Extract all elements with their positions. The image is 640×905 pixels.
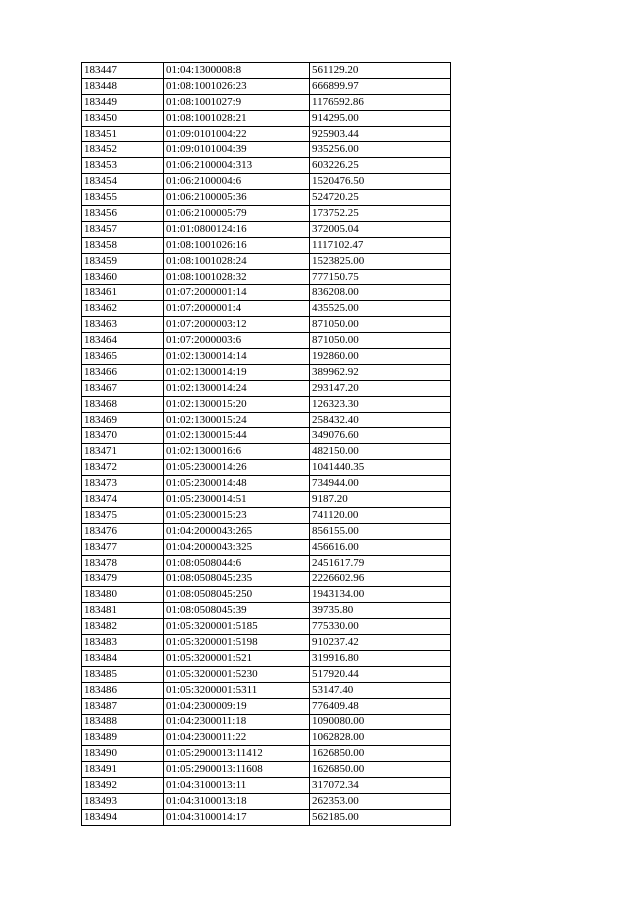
value-cell: 517920.44 [310, 666, 451, 682]
value-cell: 126323.30 [310, 396, 451, 412]
table-row [82, 635, 451, 651]
table-row [82, 349, 451, 365]
row-id-cell: 183469 [82, 412, 164, 428]
value-cell: 317072.34 [310, 778, 451, 794]
cadastral-number-cell: 01:05:3200001:5185 [164, 619, 310, 635]
value-cell: 173752.25 [310, 206, 451, 222]
value-cell: 192860.00 [310, 349, 451, 365]
row-id-cell: 183478 [82, 555, 164, 571]
table-row [82, 746, 451, 762]
table-row [82, 158, 451, 174]
table-row [82, 698, 451, 714]
table-row [82, 603, 451, 619]
table-row [82, 730, 451, 746]
table-row [82, 587, 451, 603]
table-row [82, 237, 451, 253]
row-id-cell: 183490 [82, 746, 164, 762]
value-cell: 603226.25 [310, 158, 451, 174]
cadastral-number-cell: 01:06:2100004:6 [164, 174, 310, 190]
value-cell: 666899.97 [310, 78, 451, 94]
row-id-cell: 183481 [82, 603, 164, 619]
cadastral-number-cell: 01:05:2300014:26 [164, 460, 310, 476]
value-cell: 871050.00 [310, 317, 451, 333]
row-id-cell: 183477 [82, 539, 164, 555]
cadastral-number-cell: 01:01:0800124:16 [164, 221, 310, 237]
row-id-cell: 183455 [82, 190, 164, 206]
cadastral-number-cell: 01:05:3200001:5311 [164, 682, 310, 698]
cadastral-number-cell: 01:02:1300015:24 [164, 412, 310, 428]
value-cell: 935256.00 [310, 142, 451, 158]
table-row [82, 190, 451, 206]
data-table [81, 62, 451, 826]
cadastral-number-cell: 01:05:3200001:521 [164, 650, 310, 666]
cadastral-number-cell: 01:06:2100005:36 [164, 190, 310, 206]
value-cell: 2451617.79 [310, 555, 451, 571]
document-page [81, 62, 450, 826]
row-id-cell: 183483 [82, 635, 164, 651]
value-cell: 2226602.96 [310, 571, 451, 587]
row-id-cell: 183466 [82, 364, 164, 380]
table-row [82, 253, 451, 269]
row-id-cell: 183476 [82, 523, 164, 539]
value-cell: 524720.25 [310, 190, 451, 206]
table-row [82, 666, 451, 682]
value-cell: 775330.00 [310, 619, 451, 635]
value-cell: 1626850.00 [310, 746, 451, 762]
row-id-cell: 183489 [82, 730, 164, 746]
table-row [82, 444, 451, 460]
table-row [82, 571, 451, 587]
row-id-cell: 183473 [82, 476, 164, 492]
table-row [82, 492, 451, 508]
cadastral-number-cell: 01:07:2000003:12 [164, 317, 310, 333]
cadastral-number-cell: 01:08:0508045:235 [164, 571, 310, 587]
value-cell: 389962.92 [310, 364, 451, 380]
cadastral-number-cell: 01:05:2900013:11608 [164, 762, 310, 778]
table-row [82, 762, 451, 778]
value-cell: 1943134.00 [310, 587, 451, 603]
cadastral-number-cell: 01:05:2900013:11412 [164, 746, 310, 762]
table-row [82, 809, 451, 825]
table-row [82, 174, 451, 190]
cadastral-number-cell: 01:05:2300015:23 [164, 507, 310, 523]
cadastral-number-cell: 01:04:3100013:18 [164, 793, 310, 809]
table-row [82, 285, 451, 301]
row-id-cell: 183486 [82, 682, 164, 698]
row-id-cell: 183448 [82, 78, 164, 94]
value-cell: 925903.44 [310, 126, 451, 142]
table-row [82, 63, 451, 79]
cadastral-number-cell: 01:08:1001028:32 [164, 269, 310, 285]
cadastral-number-cell: 01:07:2000003:6 [164, 333, 310, 349]
table-row [82, 555, 451, 571]
table-row [82, 778, 451, 794]
value-cell: 1062828.00 [310, 730, 451, 746]
cadastral-number-cell: 01:04:3100014:17 [164, 809, 310, 825]
cadastral-number-cell: 01:02:1300014:14 [164, 349, 310, 365]
cadastral-number-cell: 01:04:2000043:325 [164, 539, 310, 555]
row-id-cell: 183475 [82, 507, 164, 523]
value-cell: 734944.00 [310, 476, 451, 492]
cadastral-number-cell: 01:04:1300008:8 [164, 63, 310, 79]
cadastral-number-cell: 01:04:2300009:19 [164, 698, 310, 714]
table-row [82, 78, 451, 94]
value-cell: 1117102.47 [310, 237, 451, 253]
row-id-cell: 183463 [82, 317, 164, 333]
table-row [82, 793, 451, 809]
table-row [82, 269, 451, 285]
row-id-cell: 183451 [82, 126, 164, 142]
table-row [82, 714, 451, 730]
row-id-cell: 183457 [82, 221, 164, 237]
cadastral-number-cell: 01:08:0508045:39 [164, 603, 310, 619]
value-cell: 910237.42 [310, 635, 451, 651]
value-cell: 1090080.00 [310, 714, 451, 730]
table-row [82, 206, 451, 222]
cadastral-number-cell: 01:02:1300016:6 [164, 444, 310, 460]
cadastral-number-cell: 01:06:2100004:313 [164, 158, 310, 174]
row-id-cell: 183460 [82, 269, 164, 285]
row-id-cell: 183485 [82, 666, 164, 682]
table-row [82, 301, 451, 317]
row-id-cell: 183461 [82, 285, 164, 301]
row-id-cell: 183488 [82, 714, 164, 730]
value-cell: 1626850.00 [310, 762, 451, 778]
row-id-cell: 183484 [82, 650, 164, 666]
row-id-cell: 183474 [82, 492, 164, 508]
table-row [82, 523, 451, 539]
cadastral-number-cell: 01:08:1001027:9 [164, 94, 310, 110]
row-id-cell: 183467 [82, 380, 164, 396]
cadastral-number-cell: 01:08:0508044:6 [164, 555, 310, 571]
cadastral-number-cell: 01:06:2100005:79 [164, 206, 310, 222]
row-id-cell: 183465 [82, 349, 164, 365]
row-id-cell: 183456 [82, 206, 164, 222]
value-cell: 319916.80 [310, 650, 451, 666]
value-cell: 741120.00 [310, 507, 451, 523]
cadastral-number-cell: 01:02:1300014:19 [164, 364, 310, 380]
value-cell: 39735.80 [310, 603, 451, 619]
table-row [82, 142, 451, 158]
row-id-cell: 183470 [82, 428, 164, 444]
row-id-cell: 183471 [82, 444, 164, 460]
value-cell: 258432.40 [310, 412, 451, 428]
table-row [82, 619, 451, 635]
value-cell: 9187.20 [310, 492, 451, 508]
row-id-cell: 183447 [82, 63, 164, 79]
cadastral-number-cell: 01:05:2300014:48 [164, 476, 310, 492]
row-id-cell: 183464 [82, 333, 164, 349]
row-id-cell: 183487 [82, 698, 164, 714]
table-row [82, 412, 451, 428]
cadastral-number-cell: 01:04:2300011:18 [164, 714, 310, 730]
cadastral-number-cell: 01:08:0508045:250 [164, 587, 310, 603]
row-id-cell: 183458 [82, 237, 164, 253]
row-id-cell: 183482 [82, 619, 164, 635]
value-cell: 435525.00 [310, 301, 451, 317]
table-row [82, 460, 451, 476]
row-id-cell: 183480 [82, 587, 164, 603]
table-row [82, 333, 451, 349]
row-id-cell: 183452 [82, 142, 164, 158]
value-cell: 871050.00 [310, 333, 451, 349]
table-row [82, 221, 451, 237]
cadastral-number-cell: 01:09:0101004:39 [164, 142, 310, 158]
cadastral-number-cell: 01:04:2000043:265 [164, 523, 310, 539]
cadastral-number-cell: 01:04:3100013:11 [164, 778, 310, 794]
row-id-cell: 183472 [82, 460, 164, 476]
row-id-cell: 183493 [82, 793, 164, 809]
row-id-cell: 183491 [82, 762, 164, 778]
row-id-cell: 183459 [82, 253, 164, 269]
row-id-cell: 183453 [82, 158, 164, 174]
row-id-cell: 183494 [82, 809, 164, 825]
value-cell: 562185.00 [310, 809, 451, 825]
value-cell: 777150.75 [310, 269, 451, 285]
value-cell: 293147.20 [310, 380, 451, 396]
cadastral-number-cell: 01:08:1001026:16 [164, 237, 310, 253]
table-row [82, 110, 451, 126]
table-body [82, 63, 451, 826]
table-row [82, 507, 451, 523]
row-id-cell: 183450 [82, 110, 164, 126]
value-cell: 856155.00 [310, 523, 451, 539]
table-row [82, 317, 451, 333]
row-id-cell: 183468 [82, 396, 164, 412]
cadastral-number-cell: 01:04:2300011:22 [164, 730, 310, 746]
cadastral-number-cell: 01:02:1300015:20 [164, 396, 310, 412]
row-id-cell: 183454 [82, 174, 164, 190]
cadastral-number-cell: 01:09:0101004:22 [164, 126, 310, 142]
cadastral-number-cell: 01:07:2000001:4 [164, 301, 310, 317]
table-row [82, 396, 451, 412]
table-row [82, 380, 451, 396]
table-row [82, 94, 451, 110]
cadastral-number-cell: 01:05:3200001:5198 [164, 635, 310, 651]
cadastral-number-cell: 01:07:2000001:14 [164, 285, 310, 301]
table-row [82, 539, 451, 555]
value-cell: 1041440.35 [310, 460, 451, 476]
cadastral-number-cell: 01:02:1300015:44 [164, 428, 310, 444]
value-cell: 836208.00 [310, 285, 451, 301]
value-cell: 561129.20 [310, 63, 451, 79]
value-cell: 53147.40 [310, 682, 451, 698]
row-id-cell: 183449 [82, 94, 164, 110]
row-id-cell: 183492 [82, 778, 164, 794]
cadastral-number-cell: 01:05:3200001:5230 [164, 666, 310, 682]
value-cell: 1176592.86 [310, 94, 451, 110]
value-cell: 349076.60 [310, 428, 451, 444]
value-cell: 776409.48 [310, 698, 451, 714]
table-row [82, 650, 451, 666]
value-cell: 914295.00 [310, 110, 451, 126]
cadastral-number-cell: 01:08:1001026:23 [164, 78, 310, 94]
value-cell: 1520476.50 [310, 174, 451, 190]
cadastral-number-cell: 01:08:1001028:24 [164, 253, 310, 269]
value-cell: 482150.00 [310, 444, 451, 460]
table-row [82, 364, 451, 380]
value-cell: 262353.00 [310, 793, 451, 809]
table-row [82, 476, 451, 492]
table-row [82, 682, 451, 698]
cadastral-number-cell: 01:02:1300014:24 [164, 380, 310, 396]
cadastral-number-cell: 01:05:2300014:51 [164, 492, 310, 508]
value-cell: 372005.04 [310, 221, 451, 237]
cadastral-number-cell: 01:08:1001028:21 [164, 110, 310, 126]
table-row [82, 126, 451, 142]
row-id-cell: 183479 [82, 571, 164, 587]
table-row [82, 428, 451, 444]
value-cell: 456616.00 [310, 539, 451, 555]
row-id-cell: 183462 [82, 301, 164, 317]
value-cell: 1523825.00 [310, 253, 451, 269]
